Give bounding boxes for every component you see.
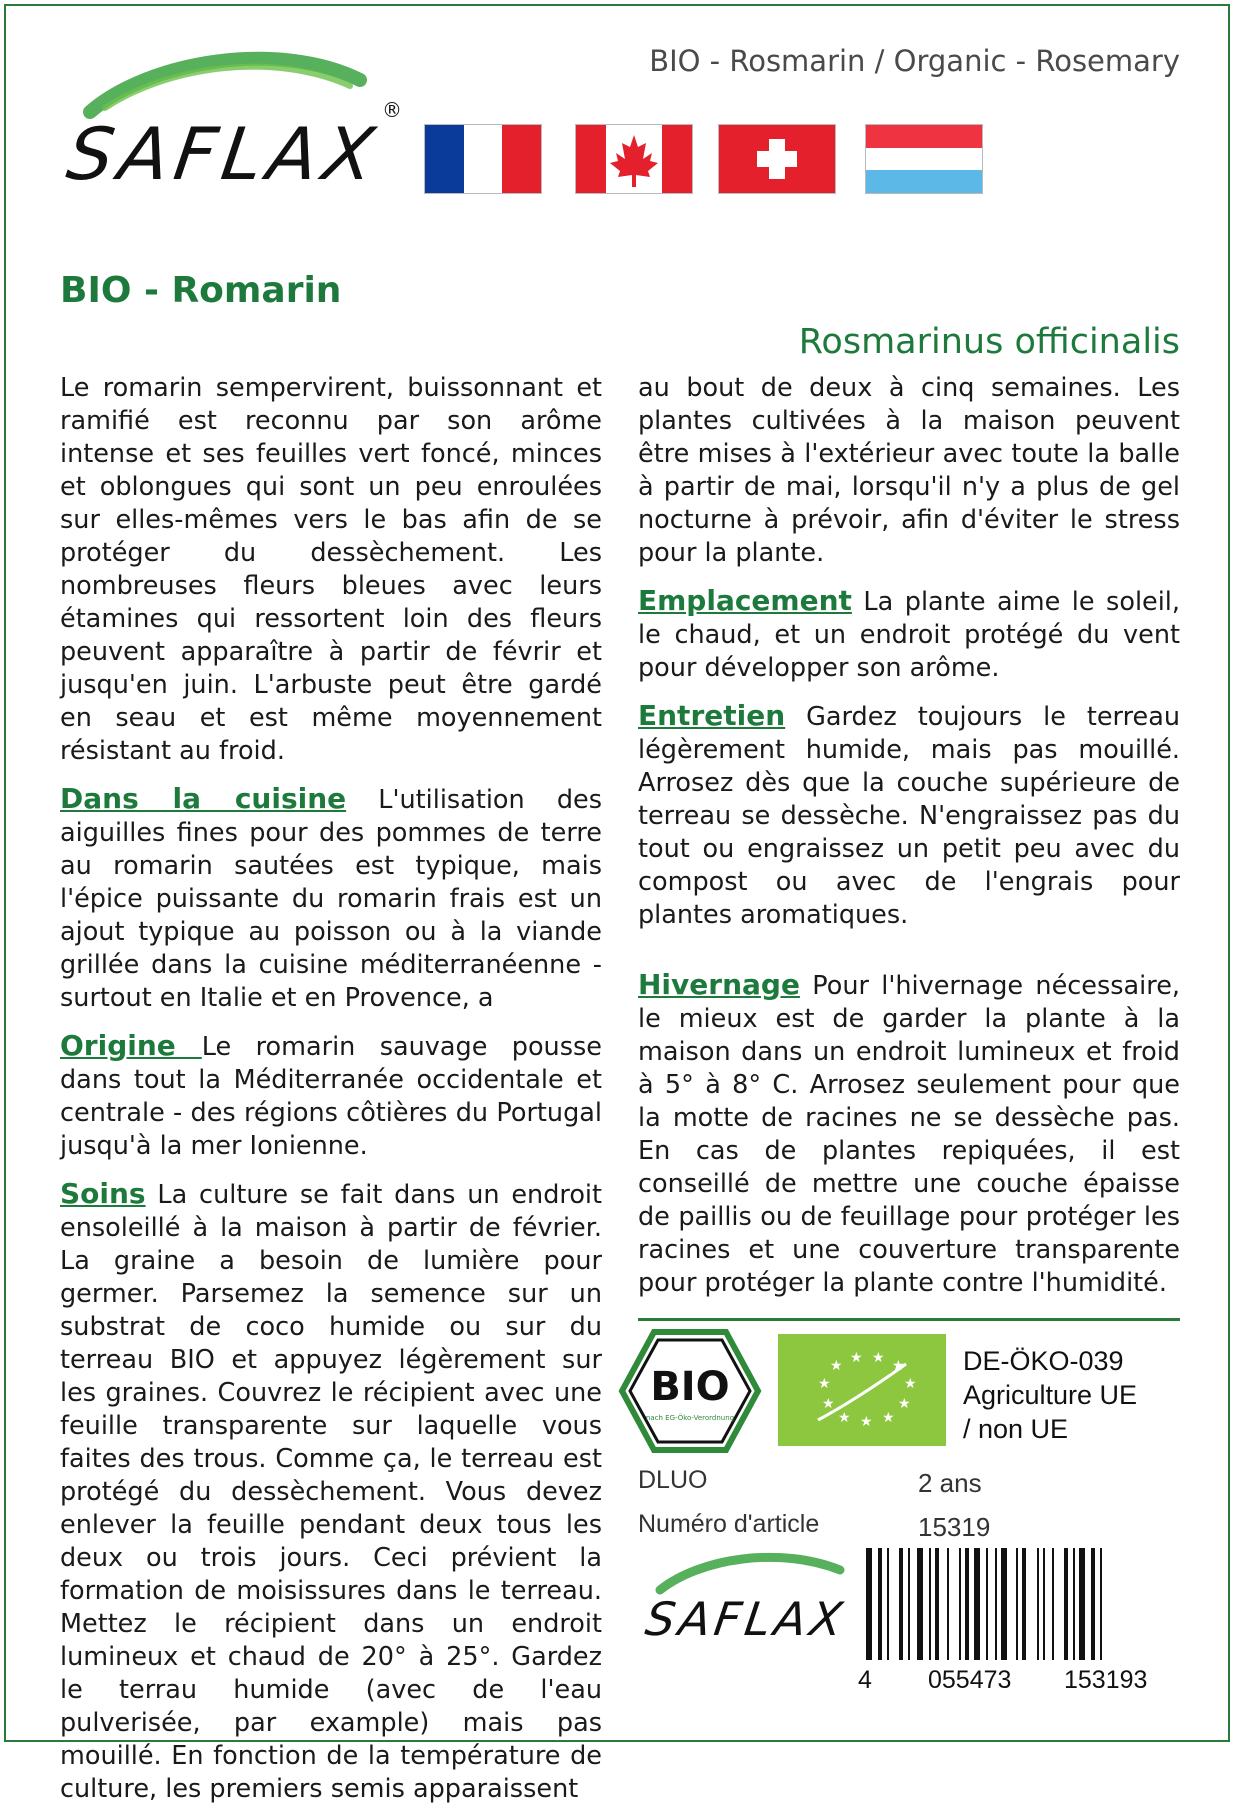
product-header-title: BIO - Rosmarin / Organic - Rosemary xyxy=(649,44,1180,78)
certification-text xyxy=(963,1344,1137,1446)
svg-text:★: ★ xyxy=(898,1396,911,1412)
svg-text:★: ★ xyxy=(860,1414,873,1430)
section-heading: Soins xyxy=(60,1177,146,1210)
certification-divider xyxy=(638,1318,1180,1321)
bio-seal-icon xyxy=(618,1328,762,1454)
logo-brand-text: SAFLAX xyxy=(642,1592,850,1646)
section-heading: Dans la cuisine xyxy=(60,782,347,815)
section-heading: Origine xyxy=(60,1029,202,1062)
svg-text:★: ★ xyxy=(822,1396,835,1412)
svg-text:★: ★ xyxy=(872,1350,885,1366)
section-heading: Entretien xyxy=(638,699,786,732)
article-label: Numéro d'article xyxy=(638,1510,820,1538)
canada-flag-icon xyxy=(575,124,693,194)
svg-text:★: ★ xyxy=(904,1376,917,1392)
section-text: Le romarin sauvage pousse dans tout la Méditerranée occidentale et centrale - des régions côtières du Portugal jusqu'à la mer Ionienne. xyxy=(60,1032,602,1161)
section-text: Gardez toujours le terreau légèrement humide, mais pas mouillé. Arrosez dès que la couche supérieure de terreau se dessèche. N'engraissez pas du tout ou engraissez un petit peu avec du compost ou avec de l'engrais pour plantes aromatiques. xyxy=(638,702,1180,930)
section-origine xyxy=(60,1029,602,1163)
continuation-paragraph: au bout de deux à cinq semaines. Les plantes cultivées à la maison peuvent être mises à l'extérieur avec toute la balle à partir de mai, lorsqu'il n'y a plus de gel nocturne à prévoir, afin d'éviter le stress pour la plante. xyxy=(638,373,1180,568)
certification-origin-1: Agriculture UE xyxy=(963,1380,1138,1410)
section-text: La plante aime le soleil, le chaud, et un endroit protégé du vent pour développer son arôme. xyxy=(638,587,1180,683)
dluo-value: 2 ans xyxy=(918,1468,982,1498)
barcode-bars xyxy=(862,1548,1180,1666)
bio-seal-subtext: nach EG-Öko-Verordnung xyxy=(645,1414,735,1422)
svg-text:★: ★ xyxy=(850,1350,863,1366)
dluo-label: DLUO xyxy=(638,1466,708,1494)
section-hivernage xyxy=(638,968,1180,1300)
certification-code: DE-ÖKO-039 xyxy=(963,1346,1124,1376)
saflax-logo xyxy=(60,40,410,210)
section-emplacement xyxy=(638,584,1180,685)
switzerland-flag-icon xyxy=(718,124,836,194)
right-column xyxy=(638,372,1180,1314)
latin-name: Rosmarinus officinalis xyxy=(798,322,1180,362)
leaf-swoosh-icon xyxy=(640,1540,860,1600)
svg-text:★: ★ xyxy=(882,1410,895,1426)
section-text: Pour l'hivernage nécessaire, le mieux est de garder la plante à la maison dans un endroit lumineux et froid à 5° à 8° C. Arrosez seulement pour que la motte de racines ne se dessèche pas. En cas de plantes repiquées, il est conseillé de mettre une couche épaisse de paillis ou de feuillage pour protéger les racines et une couverture transparente pour protéger la plante contre l'humidité. xyxy=(638,971,1180,1298)
barcode xyxy=(862,1548,1180,1672)
eu-organic-leaf-icon xyxy=(778,1334,946,1446)
registered-mark: ® xyxy=(382,98,402,122)
logo-brand-text: SAFLAX xyxy=(62,112,385,196)
intro-paragraph: Le romarin sempervirent, buissonnant et ramifié est reconnu par son arôme intense et ses feuilles vert foncé, minces et oblongues qui sont un peu enroulées sur elles-mêmes vers le bas afin de se protéger du dessèchement. Les nombreuses fleurs bleues avec leurs étamines qui ressortent loin des fleurs peuvent apparaître à partir de févrir et jusqu'en juin. L'arbuste peut être gardé en seau et est même moyennement résistant au froid. xyxy=(60,373,602,766)
barcode-group-2: 153193 xyxy=(1064,1666,1148,1694)
luxembourg-flag-icon xyxy=(865,124,983,194)
section-heading: Hivernage xyxy=(638,968,800,1001)
section-text: La culture se fait dans un endroit ensoleillé à la maison à partir de février. La graine a besoin de lumière pour germer. Parsemez la semence sur un substrat de coco humide ou sur du terreau BIO et appuyez légèrement sur les graines. Couvrez le récipient avec une feuille transparente sur laquelle vous faites des trous. Comme ça, le terreau est protégé du dessèchement. Vous devez enlever la feuille pendant deux tous les deux ou trois jours. Ceci prévient la formation de moisissures dans le terreau. Mettez le récipient dans un endroit lumineux et chaud de 20° à 25°. Gardez le terrau humide (avec de l'eau pulverisée, par example) mais pas mouillé. En fonction de la température de culture, les premiers semis apparaissent xyxy=(60,1180,602,1804)
section-soins xyxy=(60,1177,602,1806)
svg-text:★: ★ xyxy=(892,1358,905,1374)
section-heading: Emplacement xyxy=(638,584,852,617)
section-cuisine xyxy=(60,782,602,1015)
certification-origin-2: / non UE xyxy=(963,1414,1069,1444)
bio-seal-text: BIO xyxy=(650,1364,730,1410)
left-column xyxy=(60,372,602,1820)
article-value: 15319 xyxy=(918,1512,991,1542)
barcode-group-1: 055473 xyxy=(928,1666,1012,1694)
svg-text:★: ★ xyxy=(818,1376,831,1392)
product-title: BIO - Romarin xyxy=(60,270,342,311)
saflax-logo-small xyxy=(640,1540,860,1670)
section-text: L'utilisation des aiguilles fines pour des pommes de terre au romarin sautées est typique, mais l'épice puissante du romarin frais est un ajout typique au poisson ou à la viande grillée dans la cuisine méditerranéenne - surtout en Italie et en Provence, a xyxy=(60,785,602,1013)
section-entretien xyxy=(638,699,1180,932)
barcode-digit-first: 4 xyxy=(858,1666,872,1694)
france-flag-icon xyxy=(424,124,542,194)
svg-text:★: ★ xyxy=(830,1358,843,1374)
svg-text:★: ★ xyxy=(838,1410,851,1426)
